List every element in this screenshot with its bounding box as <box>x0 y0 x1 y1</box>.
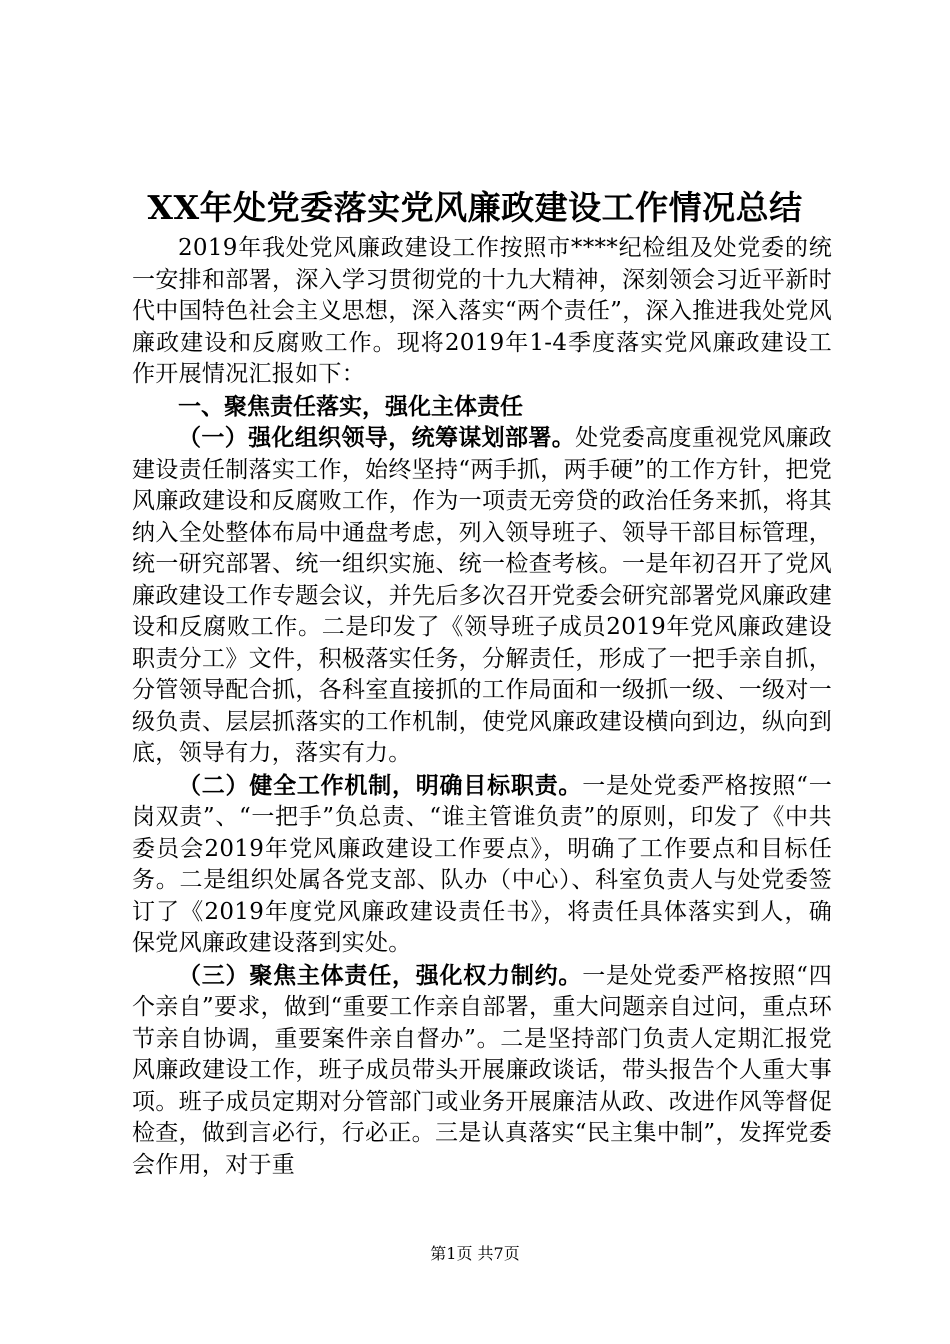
subsection-lead-3: （三）聚焦主体责任，强化权力制约。 <box>178 961 583 989</box>
document-title: XX年处党委落实党风廉政建设工作情况总结 <box>147 188 803 227</box>
section-heading: 一、聚焦责任落实，强化主体责任 <box>178 392 523 420</box>
page-footer: 第1页 共7页 <box>430 1244 520 1263</box>
subsection-paragraph-3 <box>132 960 832 1182</box>
subsection-paragraph-1 <box>132 422 832 770</box>
subsection-paragraph-2 <box>132 770 832 960</box>
subsection-text-2: 一是处党委严格按照“一岗双责”、“一把手”负总责、“谁主管谁负责”的原则，印发了《中共委员会2019年党风廉政建设工作要点》，明确了工作要点和目标任务。二是组织处属各党支部、队办（中心）、科室负责人与处党委签订了《2019年度党风廉政建设责任书》，将责任具体落实到人，确保党风廉政建设落到实处。 <box>132 772 832 956</box>
intro-paragraph: 2019年我处党风廉政建设工作按照市****纪检组及处党委的统一安排和部署，深入学习贯彻党的十九大精神，深刻领会习近平新时代中国特色社会主义思想，深入落实“两个责任”，深入推进我处党风廉政建设和反腐败工作。现将2019年1-4季度落实党风廉政建设工作开展情况汇报如下： <box>132 235 832 387</box>
subsection-text-1: 处党委高度重视党风廉政建设责任制落实工作，始终坚持“两手抓，两手硬”的工作方针，把党风廉政建设和反腐败工作，作为一项责无旁贷的政治任务来抓，将其纳入全处整体布局中通盘考虑，列入领导班子、领导干部目标管理，统一研究部署、统一组织实施、统一检查考核。一是年初召开了党风廉政建设工作专题会议，并先后多次召开党委会研究部署党风廉政建设和反腐败工作。二是印发了《领导班子成员2019年党风廉政建设职责分工》文件，积极落实任务，分解责任，形成了一把手亲自抓，分管领导配合抓，各科室直接抓的工作局面和一级抓一级、一级对一级负责、层层抓落实的工作机制，使党风廉政建设横向到边，纵向到底，领导有力，落实有力。 <box>132 425 832 766</box>
document-body <box>132 233 832 1181</box>
subsection-text-3: 一是处党委严格按照“四个亲自”要求，做到“重要工作亲自部署，重大问题亲自过问，重点环节亲自协调，重要案件亲自督办”。二是坚持部门负责人定期汇报党风廉政建设工作，班子成员带头开展廉政谈话，带头报告个人重大事项。班子成员定期对分管部门或业务开展廉洁从政、改进作风等督促检查，做到言必行，行必正。三是认真落实“民主集中制”，发挥党委会作用，对于重 <box>132 962 832 1178</box>
subsection-lead-1: （一）强化组织领导，统筹谋划部署。 <box>178 424 576 451</box>
subsection-lead-2: （二）健全工作机制，明确目标职责。 <box>178 771 583 799</box>
